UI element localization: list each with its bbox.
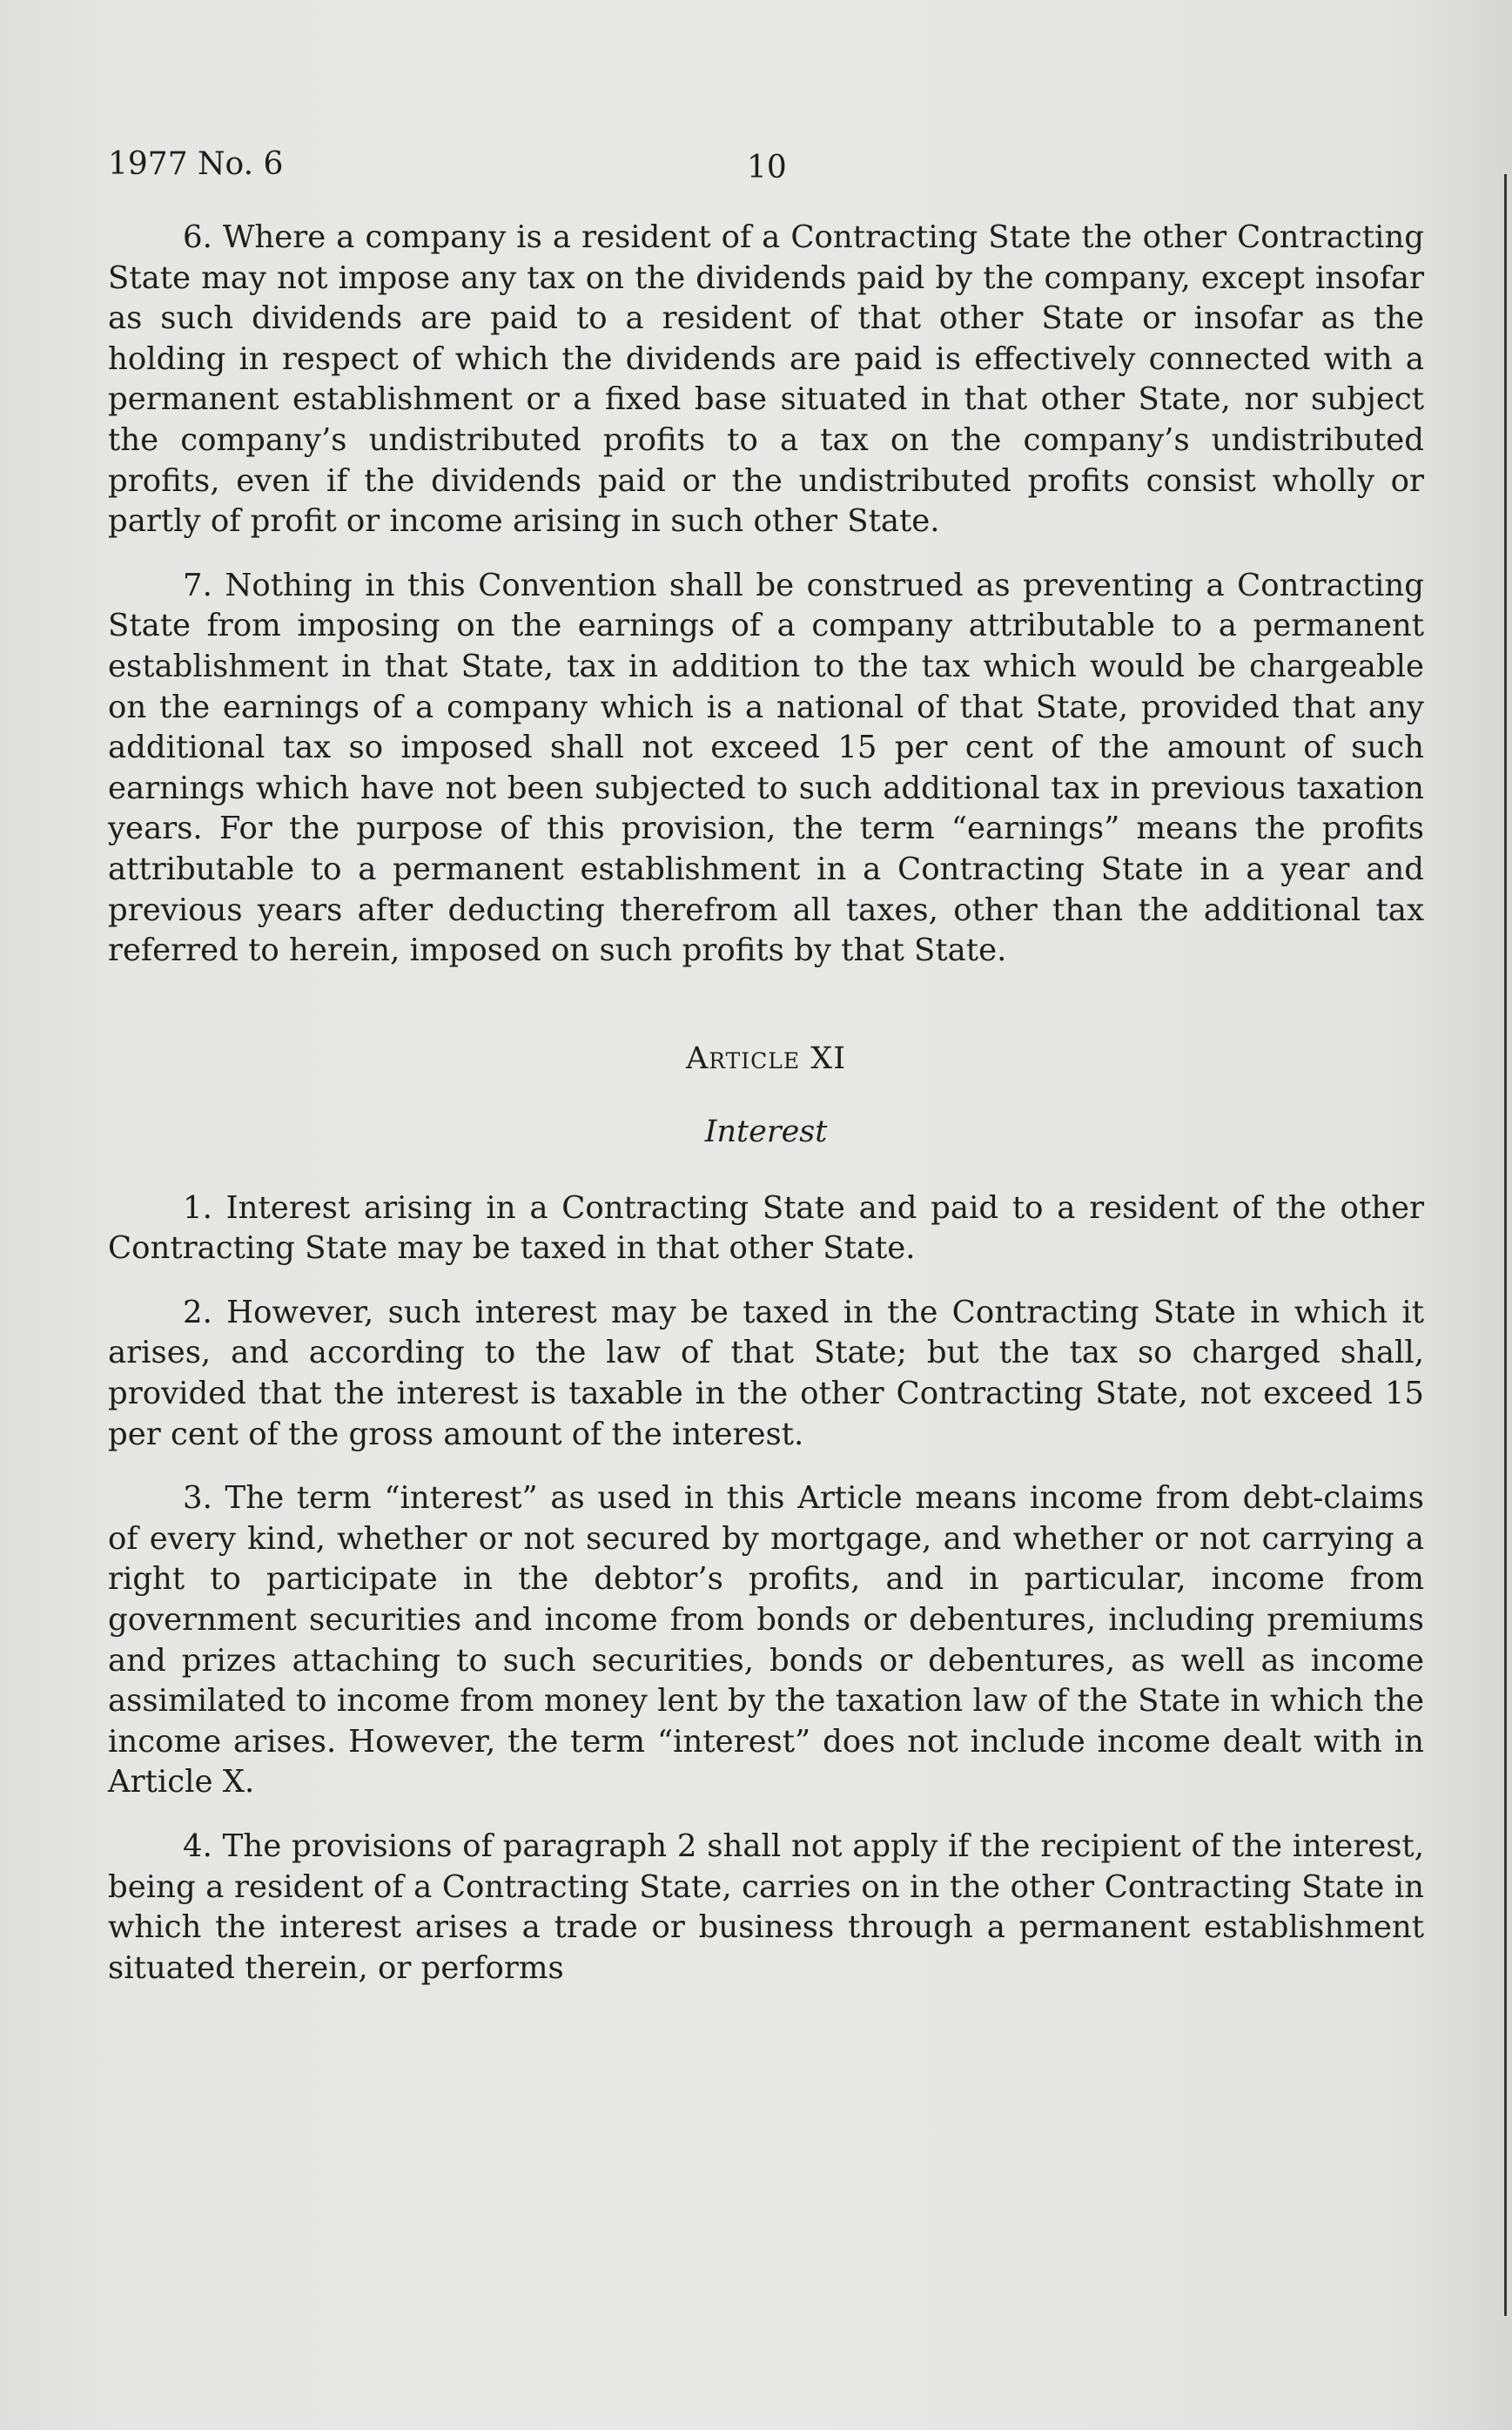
binding-edge-line — [1504, 174, 1507, 2316]
statute-reference: 1977 No. 6 — [108, 146, 284, 182]
paragraph-3: 3. The term “interest” as used in this Article means income from debt-claims of every kind, whether or not secured by mortgage, and whether or not carrying a right to participate in the debtor’s profits, and in particular, income from government securities and income from bonds or debentures, including premiums and prizes attaching to such securities, bonds or debentures, as well as income assimilated to income from money lent by the taxation law of the State in which the income arises. However, the term “interest” does not include income dealt with in Article X. — [108, 1480, 1424, 1801]
body-text — [108, 218, 1424, 2012]
paragraph-7: 7. Nothing in this Convention shall be construed as preventing a Contracting State from imposing on the earnings of a company attributable to a permanent establishment in that State, tax in addition to the tax which would be chargeable on the earnings of a company which is a national of that State, provided that any additional tax so imposed shall not exceed 15 per cent of the amount of such earnings which have not been subjected to such additional tax in previous taxation years. For the purpose of this provision, the term “earnings” means the profits attributable to a permanent establishment in a Contracting State in a year and previous years after deducting therefrom all taxes, other than the additional tax referred to herein, imposed on such profits by that State. — [108, 567, 1424, 969]
paragraph-4: 4. The provisions of paragraph 2 shall not apply if the recipient of the interest, being a resident of a Contracting State, carries on in the other Contracting State in which the interest arises a trade or business through a permanent establishment situated therein, or performs — [108, 1828, 1424, 1986]
article-heading: Article XI — [685, 1040, 847, 1076]
paragraph-2: 2. However, such interest may be taxed in the Contracting State in which it arises, and according to the law of that State; but the tax so charged shall, provided that the interest is taxable in the other Contracting State, not exceed 15 per cent of the gross amount of the interest. — [108, 1294, 1424, 1452]
running-header — [108, 146, 1414, 199]
page-number: 10 — [747, 150, 787, 185]
paragraph-1: 1. Interest arising in a Contracting State and paid to a resident of the other Contracting State may be taxed in that other State. — [108, 1189, 1424, 1267]
article-subheading: Interest — [704, 1114, 828, 1149]
paragraph-6: 6. Where a company is a resident of a Contracting State the other Contracting State may not impose any tax on the dividends paid by the company, except insofar as such dividends are paid to a resident of that other State or insofar as the holding in respect of which the dividends are paid is effectively connected with a permanent establishment or a fixed base situated in that other State, nor subject the company’s undistributed profits to a tax on the company’s undistributed profits, even if the dividends paid or the undistributed profits consist wholly or partly of profit or income arising in such other State. — [108, 219, 1424, 540]
